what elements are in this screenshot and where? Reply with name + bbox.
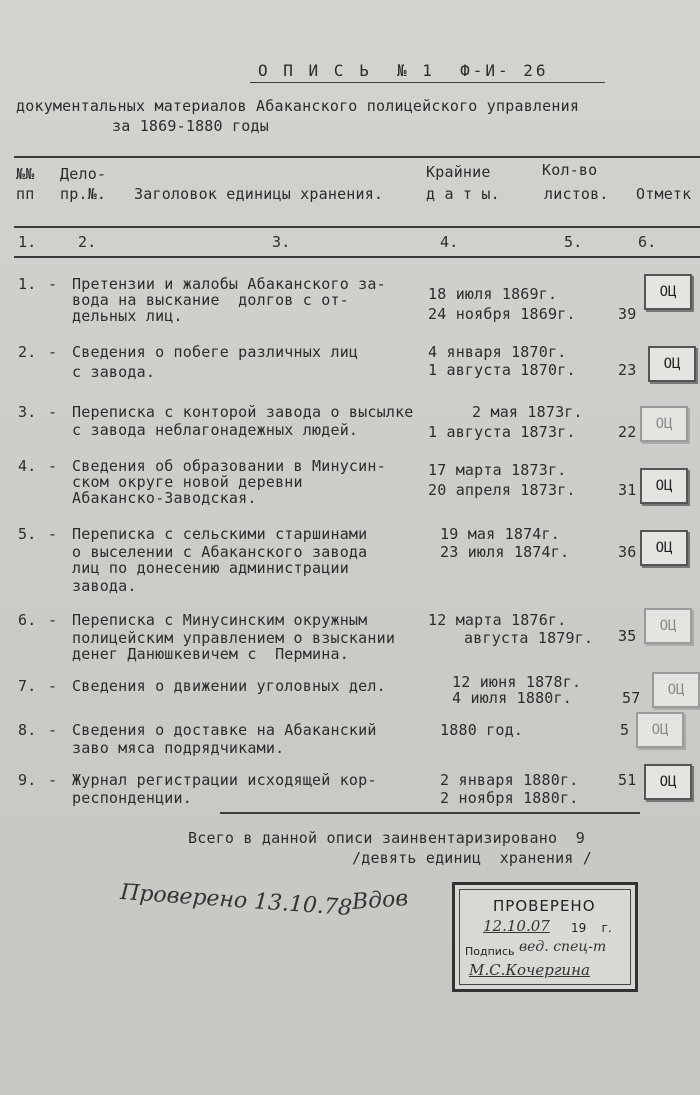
table-index-rule	[14, 256, 700, 258]
row-title-line: о выселении с Абаканского завода	[72, 543, 368, 561]
handwritten-signature: Вдов	[351, 886, 409, 915]
row-date: 2 мая 1873г.	[472, 403, 583, 421]
row-title-line: Сведения о побеге различных лиц	[72, 343, 359, 361]
row-title-line: денег Данюшкевичем с Пермина.	[72, 645, 349, 663]
row-title-line: ском округе новой деревни	[72, 473, 303, 491]
row-title-line: дельных лиц.	[72, 307, 183, 325]
mark-stamp: ОЦ	[644, 274, 692, 310]
stamp-sign-label: Подпись	[465, 945, 515, 958]
col-index-5: 5.	[564, 233, 583, 251]
row-title-line: завода.	[72, 577, 137, 595]
col-index-3: 3.	[272, 233, 291, 251]
row-title-line: Претензии и жалобы Абаканского за-	[72, 275, 386, 293]
document-page: О П И С Ь № 1 Ф-И- 26 документальных материалов Абаканского полицейского управления за 1869-1880 годы №№ пп Дело- пр.№. Заголовок единицы хранения. Крайние д а т ы. Кол-во листов. Отметк 1. 2. 3. 4. 5. 6. 1. - Претензии и жалобы Абаканского за- вода на выскание долгов с от- дельных лиц. 18 июля 1869г. 24 ноября 1869г. 39 ОЦ 2. - Сведения о побеге различных лиц с завода. 4 января 1870г. 1 августа 1870г. 23 ОЦ 3. - Переписка с конторой завода о высылке с завода неблагонадежных людей. 2 мая 1873г. 1 августа 1873г. 22 ОЦ 4. - Сведения об образовании в Минусин- ском округе новой деревни Абаканско-Заводская. 17 марта 1873г. 20 апреля 1873г. 31 ОЦ 5. - Переписка с сельскими старшинами о выселении с Абаканского завода лиц по донесению администрации завода. 19 мая 1874г. 23 июля 1874г. 36 ОЦ 6. - Переписка с Минусинским окружным полицейским управлением о взыскании денег Данюшкевичем с Пермина. 12 марта 1876г. августа 1879г. 35 ОЦ 7. - Сведения о движении уголовных дел. 12 июня 1878г. 4 июля 1880г. 57 ОЦ 8. - Сведения о доставке на Абаканский заво мяса подрядчиками. 1880 год. 5 ОЦ 9. - Журнал регистрации исходящей кор- респонденции. 2 января 1880г. 2 ноября 1880г. 51 ОЦ Всего в данной описи заинвентаризировано 9 /девять единиц хранения / Проверено 13.10.78 Вдов ПРОВЕРЕНО 12.10.07 19 г. Подпись вед. спец-т М.С.Кочергина	[0, 0, 700, 1095]
row-title-line: Переписка с сельскими старшинами	[72, 525, 368, 543]
row-date: 1880 год.	[440, 721, 524, 739]
row-date: 24 ноября 1869г.	[428, 305, 576, 323]
stamp-date: 12.10.07	[483, 917, 550, 935]
col-index-1: 1.	[18, 233, 37, 251]
table-header-rule	[14, 226, 700, 228]
row-number: 6.	[18, 611, 37, 629]
row-sheets: 35	[618, 627, 637, 645]
stamp-title: ПРОВЕРЕНО	[493, 897, 596, 915]
stamp-name: М.С.Кочергина	[469, 961, 590, 979]
row-title-line: респонденции.	[72, 789, 192, 807]
row-date: 17 марта 1873г.	[428, 461, 567, 479]
row-title-line: Журнал регистрации исходящей кор-	[72, 771, 377, 789]
row-number: 2.	[18, 343, 37, 361]
row-sheets: 51	[618, 771, 637, 789]
row-date: 12 марта 1876г.	[428, 611, 567, 629]
col-sheets-b: листов.	[544, 185, 609, 203]
mark-stamp: ОЦ	[640, 468, 688, 504]
row-title-line: с завода.	[72, 363, 156, 381]
row-sheets: 39	[618, 305, 637, 323]
col-heading: Заголовок единицы хранения.	[134, 185, 384, 203]
row-title-line: Сведения о движении уголовных дел.	[72, 677, 386, 695]
total-line-1: Всего в данной описи заинвентаризировано 9	[188, 829, 585, 847]
col-notes: Отметк	[636, 185, 692, 203]
row-date: 1 августа 1870г.	[428, 361, 576, 379]
stamp-sign-value: вед. спец-т	[519, 939, 607, 955]
row-sheets: 5	[620, 721, 630, 739]
row-date: 18 июля 1869г.	[428, 285, 558, 303]
col-case-b: пр.№.	[60, 185, 107, 203]
mark-stamp: ОЦ	[636, 712, 684, 748]
row-sheets: 36	[618, 543, 637, 561]
col-sheets-a: Кол-во	[542, 161, 598, 179]
col-index-6: 6.	[638, 233, 657, 251]
col-index-2: 2.	[78, 233, 97, 251]
row-title-line: полицейским управлением о взыскании	[72, 629, 396, 647]
handwritten-check-note: Проверено 13.10.78	[119, 879, 353, 922]
row-date: августа 1879г.	[464, 629, 594, 647]
row-sheets: 31	[618, 481, 637, 499]
row-date: 19 мая 1874г.	[440, 525, 560, 543]
row-title-line: Абаканско-Заводская.	[72, 489, 257, 507]
row-date: 20 апреля 1873г.	[428, 481, 576, 499]
row-number: 4.	[18, 457, 37, 475]
row-sheets: 23	[618, 361, 637, 379]
row-title-line: Сведения об образовании в Минусин-	[72, 457, 386, 475]
col-dates-a: Крайние	[426, 163, 491, 181]
stamp-year-suffix: 19 г.	[571, 921, 612, 935]
mark-stamp: ОЦ	[652, 672, 700, 708]
row-sheets: 22	[618, 423, 637, 441]
row-title-line: Сведения о доставке на Абаканский	[72, 721, 377, 739]
row-title-line: заво мяса подрядчиками.	[72, 739, 285, 757]
row-title-line: с завода неблагонадежных людей.	[72, 421, 359, 439]
mark-stamp: ОЦ	[640, 530, 688, 566]
row-date: 12 июня 1878г.	[452, 673, 582, 691]
mark-stamp: ОЦ	[644, 608, 692, 644]
row-title-line: лиц по донесению администрации	[72, 559, 349, 577]
row-title-line: Переписка с Минусинским окружным	[72, 611, 368, 629]
row-date: 23 июля 1874г.	[440, 543, 570, 561]
col-index-4: 4.	[440, 233, 459, 251]
row-sheets: 57	[622, 689, 641, 707]
row-date: 2 января 1880г.	[440, 771, 579, 789]
mark-stamp: ОЦ	[648, 346, 696, 382]
mark-stamp: ОЦ	[640, 406, 688, 442]
row-number: 8.	[18, 721, 37, 739]
footer-rule	[220, 812, 640, 814]
col-dates-b: д а т ы.	[426, 185, 500, 203]
title-underline	[250, 82, 605, 83]
mark-stamp: ОЦ	[644, 764, 692, 800]
verification-stamp	[452, 882, 638, 992]
inventory-title: О П И С Ь № 1 Ф-И- 26	[258, 61, 549, 80]
col-num-b: пп	[16, 185, 35, 203]
row-date: 2 ноября 1880г.	[440, 789, 579, 807]
row-number: 3.	[18, 403, 37, 421]
row-number: 9.	[18, 771, 37, 789]
row-title-line: Переписка с конторой завода о высылке	[72, 403, 414, 421]
row-number: 1.	[18, 275, 37, 293]
header-line-2: за 1869-1880 годы	[112, 117, 269, 135]
col-num-a: №№	[16, 165, 35, 183]
row-title-line: вода на выскание долгов с от-	[72, 291, 349, 309]
row-date: 4 июля 1880г.	[452, 689, 572, 707]
total-line-2: /девять единиц хранения /	[352, 849, 592, 867]
row-number: 7.	[18, 677, 37, 695]
row-date: 1 августа 1873г.	[428, 423, 576, 441]
table-top-rule	[14, 156, 700, 158]
col-case-a: Дело-	[60, 165, 107, 183]
row-date: 4 января 1870г.	[428, 343, 567, 361]
header-line-1: документальных материалов Абаканского полицейского управления	[16, 97, 580, 115]
row-number: 5.	[18, 525, 37, 543]
